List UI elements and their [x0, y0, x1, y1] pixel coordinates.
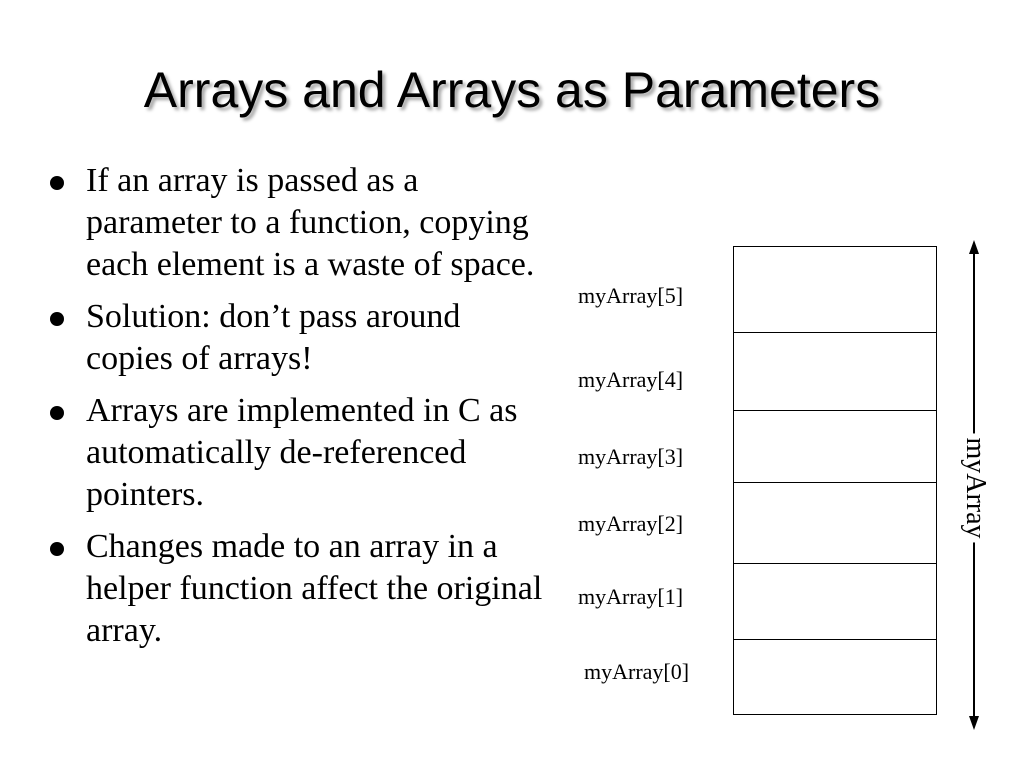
cell-label-1: myArray[1]: [578, 584, 684, 609]
bullet-text: Changes made to an array in a helper function affect the original array.: [86, 528, 543, 649]
array-cell-1: [734, 563, 936, 640]
bullet-text: If an array is passed as a parameter to a function, copying each element is a waste of space.: [86, 162, 535, 283]
bullet-text: Solution: don’t pass around copies of arrays!: [86, 298, 461, 377]
array-cells: [733, 246, 937, 715]
span-label: myArray: [959, 433, 991, 542]
cell-label-2: myArray[2]: [578, 511, 684, 536]
array-cell-4: [734, 332, 936, 411]
array-cell-5: [734, 247, 936, 332]
cell-label-3: myArray[3]: [578, 444, 684, 469]
slide-title: Arrays and Arrays as Parameters: [143, 62, 881, 118]
array-cell-0: [734, 639, 936, 717]
cell-label-0: myArray[0]: [584, 659, 690, 684]
bullet-text: Arrays are implemented in C as automatically de-referenced pointers.: [86, 392, 518, 513]
cell-label-5: myArray[5]: [578, 283, 684, 308]
cell-label-4: myArray[4]: [578, 367, 684, 392]
array-cell-3: [734, 410, 936, 483]
array-cell-2: [734, 482, 936, 564]
